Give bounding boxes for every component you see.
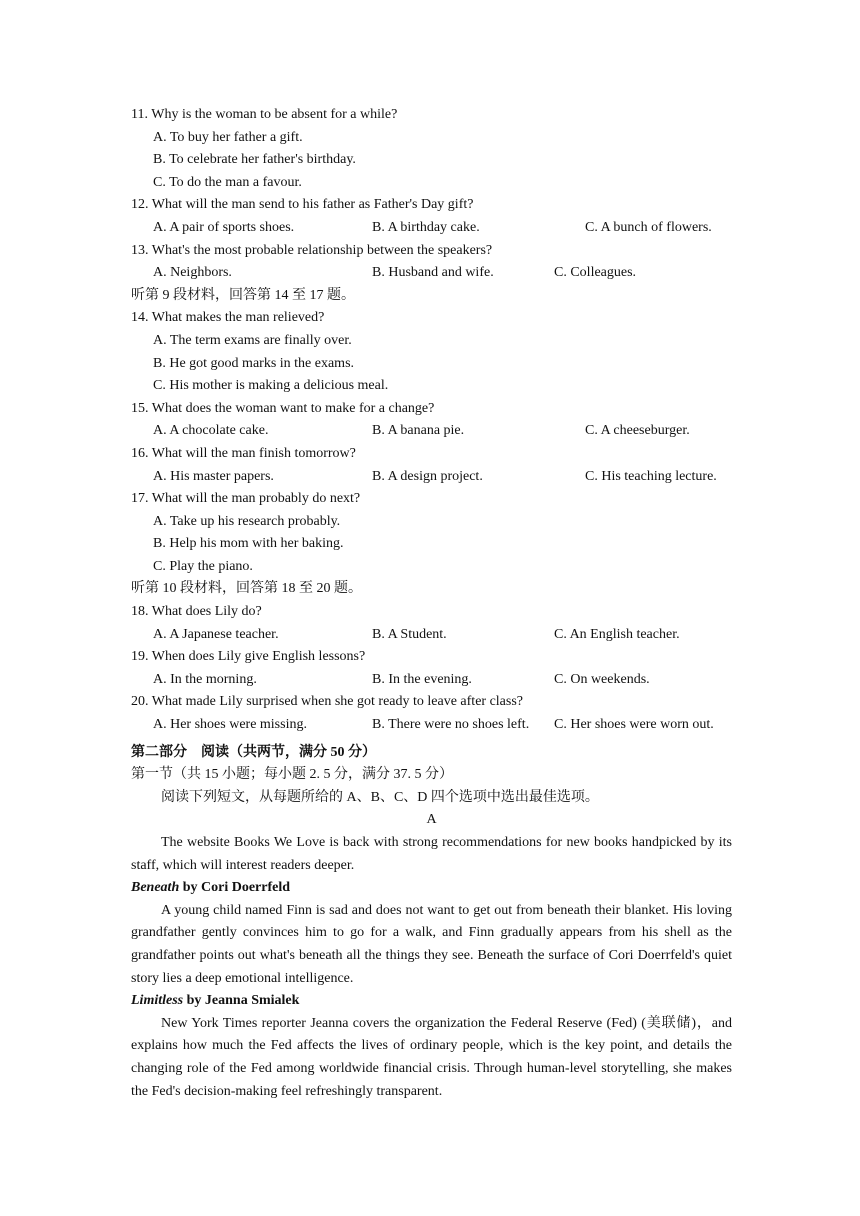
options-row [131, 466, 732, 489]
option-b: B. A birthday cake. [372, 219, 480, 235]
question-stem: 15. What does the woman want to make for a change? [131, 400, 435, 416]
option-b: B. A Student. [372, 626, 447, 642]
book-description: New York Times reporter Jeanna covers the organization the Federal Reserve (Fed) (美联储)，and explains how much the Fed affects the lives of ordinary people, which is the key point, and details the changing role of the Fed among worldwide financial crisis. Through human-level storytelling, she makes the Fed's decision-making feel refreshingly transparent. [131, 1015, 732, 1099]
option-c: C. His mother is making a delicious meal. [153, 378, 389, 394]
option-b: B. He got good marks in the exams. [153, 355, 355, 371]
part-heading: 第二部分 阅读（共两节，满分 50 分） [131, 744, 376, 760]
book-heading [131, 877, 732, 900]
option-c: C. Colleagues. [554, 265, 637, 281]
question-stem: 11. Why is the woman to be absent for a while? [131, 107, 398, 122]
question-stem: 17. What will the man probably do next? [131, 491, 361, 507]
question-stem: 19. When does Lily give English lessons? [131, 649, 366, 665]
option-a: A. Neighbors. [153, 265, 232, 281]
option-a: A. In the morning. [153, 671, 257, 687]
option-b: B. To celebrate her father's birthday. [153, 152, 356, 168]
passage-intro: The website Books We Love is back with strong recommendations for new books handpicked by its staff, which will interest readers deeper. [131, 835, 732, 873]
option-b: B. In the evening. [372, 671, 472, 687]
book-description: A young child named Finn is sad and does not want to get out from beneath their blanket. His loving grandfather gently convinces him to go for a walk, and Finn gradually appears from his shell as the grandfather points out what's beneath all the things they see. Beneath the surface of Cori Doerrfeld's quiet story lies a deep emotional intelligence. [131, 902, 732, 986]
book-heading [131, 990, 732, 1013]
option-a: A. Take up his research probably. [153, 513, 341, 529]
option-c: C. Play the piano. [153, 558, 253, 574]
option-c: C. An English teacher. [554, 626, 680, 642]
question-stem: 18. What does Lily do? [131, 604, 262, 620]
option-c: C. To do the man a favour. [153, 174, 302, 190]
question-stem: 16. What will the man finish tomorrow? [131, 445, 356, 461]
options-row [131, 262, 732, 285]
question-stem: 13. What's the most probable relationship between the speakers? [131, 242, 493, 258]
page-content [131, 104, 732, 1103]
book-author: by Jeanna Smialek [183, 993, 300, 1009]
option-b: B. There were no shoes left. [372, 717, 530, 733]
option-a: A. The term exams are finally over. [153, 332, 352, 348]
option-c: C. A cheeseburger. [585, 423, 690, 439]
section-heading: 第一节（共 15 小题；每小题 2. 5 分，满分 37. 5 分） [131, 767, 453, 783]
book-title: Limitless [131, 993, 184, 1009]
listening-instruction: 听第 9 段材料，回答第 14 至 17 题。 [131, 287, 355, 303]
option-b: B. A design project. [372, 468, 483, 484]
question-stem: 20. What made Lily surprised when she got ready to leave after class? [131, 694, 523, 710]
passage-letter: A [426, 812, 437, 828]
options-row [131, 714, 732, 737]
book-title: Beneath [131, 880, 180, 896]
options-row [131, 669, 732, 692]
option-c: C. On weekends. [554, 671, 650, 687]
option-a: A. A Japanese teacher. [153, 626, 279, 642]
option-c: C. His teaching lecture. [585, 468, 717, 484]
option-c: C. Her shoes were worn out. [554, 717, 714, 733]
option-b: B. Help his mom with her baking. [153, 536, 344, 552]
question-stem: 12. What will the man send to his father as Father's Day gift? [131, 197, 474, 213]
option-a: A. To buy her father a gift. [153, 129, 303, 145]
question-stem: 14. What makes the man relieved? [131, 310, 325, 326]
options-row [131, 217, 732, 240]
option-a: A. A chocolate cake. [153, 423, 269, 439]
option-a: A. A pair of sports shoes. [153, 219, 295, 235]
book-author: by Cori Doerrfeld [179, 880, 291, 896]
option-b: B. A banana pie. [372, 423, 465, 439]
listening-instruction: 听第 10 段材料，回答第 18 至 20 题。 [131, 581, 362, 597]
options-row [131, 624, 732, 647]
option-b: B. Husband and wife. [372, 265, 494, 281]
option-a: A. His master papers. [153, 468, 274, 484]
option-c: C. A bunch of flowers. [585, 219, 712, 235]
option-a: A. Her shoes were missing. [153, 717, 307, 733]
options-row [131, 420, 732, 443]
reading-instruction: 阅读下列短文，从每题所给的 A、B、C、D 四个选项中选出最佳选项。 [161, 789, 599, 805]
